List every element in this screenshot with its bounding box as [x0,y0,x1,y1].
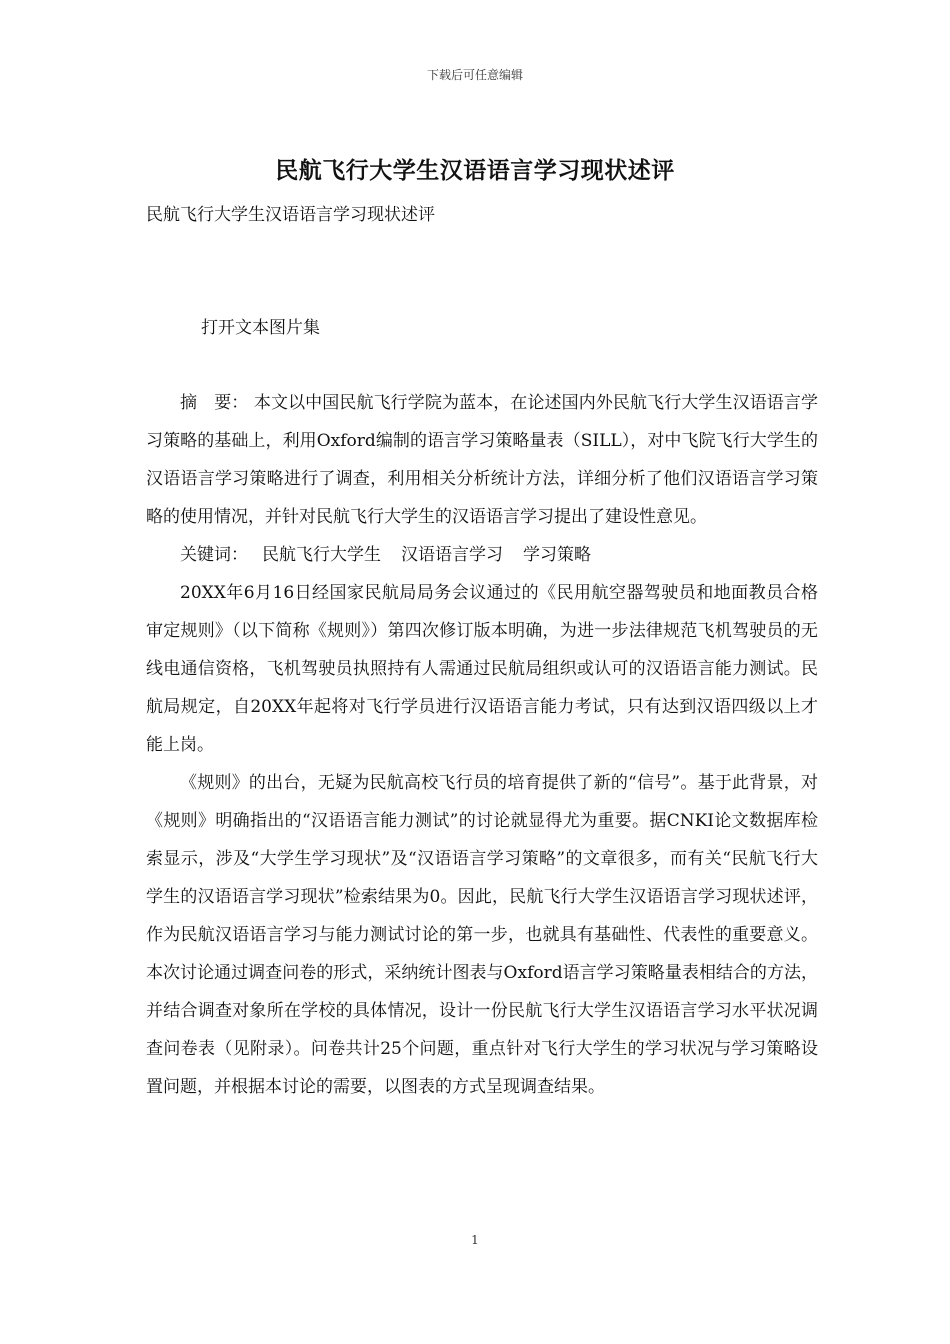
body-paragraph: 20XX年6月16日经国家民航局局务会议通过的《民用航空器驾驶员和地面教员合格审定规则》（以下简称《规则》）第四次修订版本明确，为进一步法律规范飞机驾驶员的无线电通信资格，飞机驾驶员执照持有人需通过民航局组织或认可的汉语语言能力测试。民航局规定，自20XX年起将对飞行学员进行汉语语言能力考试，只有达到汉语四级以上才能上岗。 [146,583,818,755]
keywords-line [146,536,818,574]
body-paragraph: 《规则》的出台，无疑为民航高校飞行员的培育提供了新的“信号”。基于此背景，对《规则》明确指出的“汉语语言能力测试”的讨论就显得尤为重要。据CNKI论文数据库检索显示，涉及“大学生学习现状”及“汉语语言学习策略”的文章很多，而有关“民航飞行大学生的汉语语言学习现状”检索结果为0。因此，民航飞行大学生汉语语言学习现状述评，作为民航汉语语言学习与能力测试讨论的第一步，也就具有基础性、代表性的重要意义。本次讨论通过调查问卷的形式，采纳统计图表与Oxford语言学习策略量表相结合的方法，并结合调查对象所在学校的具体情况，设计一份民航飞行大学生汉语语言学习水平状况调查问卷表（见附录）。问卷共计25个问题，重点针对飞行大学生的学习状况与学习策略设置问题，并根据本讨论的需要，以图表的方式呈现调查结果。 [146,773,818,1097]
keyword-item: 汉语语言学习 [401,545,503,565]
abstract-paragraph: 摘 要： 本文以中国民航飞行学院为蓝本，在论述国内外民航飞行大学生汉语语言学习策略的基础上，利用Oxford编制的语言学习策略量表（SILL），对中飞院飞行大学生的汉语语言学习策略进行了调查，利用相关分析统计方法，详细分析了他们汉语语言学习策略的使用情况，并针对民航飞行大学生的汉语语言学习提出了建设性意见。 [146,393,818,527]
keywords-label: 关键词： [180,545,248,565]
keyword-item: 学习策略 [523,545,591,565]
document-title: 民航飞行大学生汉语语言学习现状述评 [275,157,675,184]
document-body [146,384,818,1106]
page-header: 下载后可任意编辑 [426,68,523,82]
page-number: 1 [471,1233,479,1247]
keyword-item: 民航飞行大学生 [262,545,381,565]
document-subtitle: 民航飞行大学生汉语语言学习现状述评 [146,205,435,225]
open-image-gallery-link[interactable]: 打开文本图片集 [201,318,320,338]
